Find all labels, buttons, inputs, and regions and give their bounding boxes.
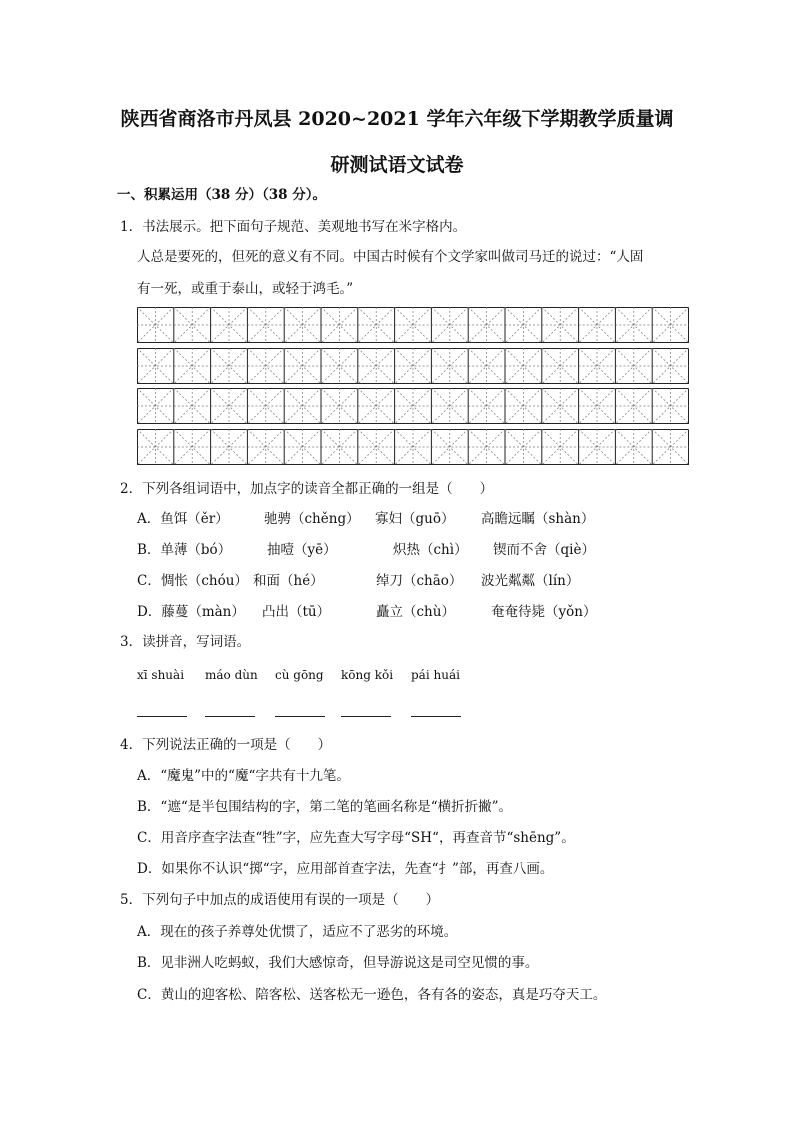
q3-stem: 3．读拼音，写词语。 — [120, 634, 251, 650]
q2-b-word-3: 炽热（chì） — [393, 542, 468, 558]
q2-b-word-4: 锲而不舍（qiè） — [493, 542, 595, 558]
q3-answer-blank-2[interactable] — [205, 716, 255, 717]
q5-option-b: B．见非洲人吃蚂蚁，我们大感惊奇，但导游说这是司空见惯的事。 — [137, 955, 539, 971]
q3-pinyin-3: cù gōng — [275, 668, 324, 682]
q1-stem: 1．书法展示。把下面句子规范、美观地书写在米字格内。 — [120, 219, 467, 235]
q2-c-word-4: 波光粼粼（lín） — [481, 573, 580, 589]
q4-option-c: C．用音序查字法查“牲”字，应先查大写字母“SH“，再查音节“shēng”。 — [137, 830, 575, 846]
q4-option-d: D．如果你不认识“掷“字，应用部首查字法，先查“扌”部，再查八画。 — [137, 861, 554, 877]
q3-answer-blank-3[interactable] — [275, 716, 325, 717]
q2-d-word-4: 奄奄待毙（yǒn） — [491, 604, 597, 620]
section1-heading: 一、积累运用（38 分）（38 分）。 — [117, 187, 326, 203]
q2-a-word-3: 寡妇（guō） — [375, 511, 455, 527]
q1-quote-line2: 有一死，或重于泰山，或轻于鸿毛。” — [137, 281, 354, 297]
q3-answer-blank-5[interactable] — [411, 716, 461, 717]
q2-d-word-3: 矗立（chù） — [376, 604, 455, 620]
q5-option-c: C．黄山的迎客松、陪客松、送客松无一逊色，各有各的姿态，真是巧夺天工。 — [137, 987, 607, 1003]
q5-option-a: A．现在的孩子养尊处优惯了，适应不了恶劣的环境。 — [137, 924, 458, 940]
q3-pinyin-2: máo dùn — [205, 668, 258, 682]
q2-b-word-2: 抽噎（yē） — [267, 542, 337, 558]
q2-b-word-1: B．单薄（bó） — [137, 542, 232, 558]
q1-quote-line1: 人总是要死的，但死的意义有不同。中国古时候有个文学家叫做司马迁的说过：“人固 — [137, 249, 644, 265]
mi-grid-row-2[interactable] — [137, 348, 689, 384]
q3-pinyin-5: pái huái — [411, 668, 460, 682]
q4-option-a: A．“魔鬼”中的“魔“字共有十九笔。 — [137, 768, 350, 784]
q2-a-word-1: A．鱼饵（ěr） — [137, 511, 229, 527]
q2-c-word-1: C．惆怅（chóu） — [137, 573, 248, 589]
exam-title-line1: 陕西省商洛市丹凤县 2020~2021 学年六年级下学期教学质量调 — [120, 108, 674, 130]
mi-grid-row-4[interactable] — [137, 429, 689, 465]
exam-title-line2: 研测试语文试卷 — [330, 154, 464, 176]
q4-stem: 4．下列说法正确的一项是（ ） — [120, 737, 332, 753]
q2-a-word-2: 驰骋（chěng） — [264, 511, 360, 527]
q2-c-word-2: 和面（hé） — [253, 573, 324, 589]
q2-a-word-4: 高瞻远瞩（shàn） — [481, 511, 595, 527]
q3-answer-blank-4[interactable] — [341, 716, 391, 717]
q3-pinyin-1: xī shuài — [137, 668, 185, 682]
q2-d-word-2: 凸出（tū） — [262, 604, 331, 620]
q3-pinyin-4: kōng kǒi — [341, 668, 394, 682]
q2-c-word-3: 绰刀（chāo） — [376, 573, 463, 589]
mi-grid-row-3[interactable] — [137, 388, 689, 424]
q2-d-word-1: D．藤蔓（màn） — [137, 604, 245, 620]
q5-stem: 5．下列句子中加点的成语使用有误的一项是（ ） — [120, 892, 440, 908]
q4-option-b: B．“遮“是半包围结构的字，第二笔的笔画名称是“横折折撇”。 — [137, 799, 513, 815]
q3-answer-blank-1[interactable] — [137, 716, 187, 717]
mi-grid-row-1[interactable] — [137, 307, 689, 343]
q2-stem: 2．下列各组词语中，加点字的读音全都正确的一组是（ ） — [120, 481, 494, 497]
